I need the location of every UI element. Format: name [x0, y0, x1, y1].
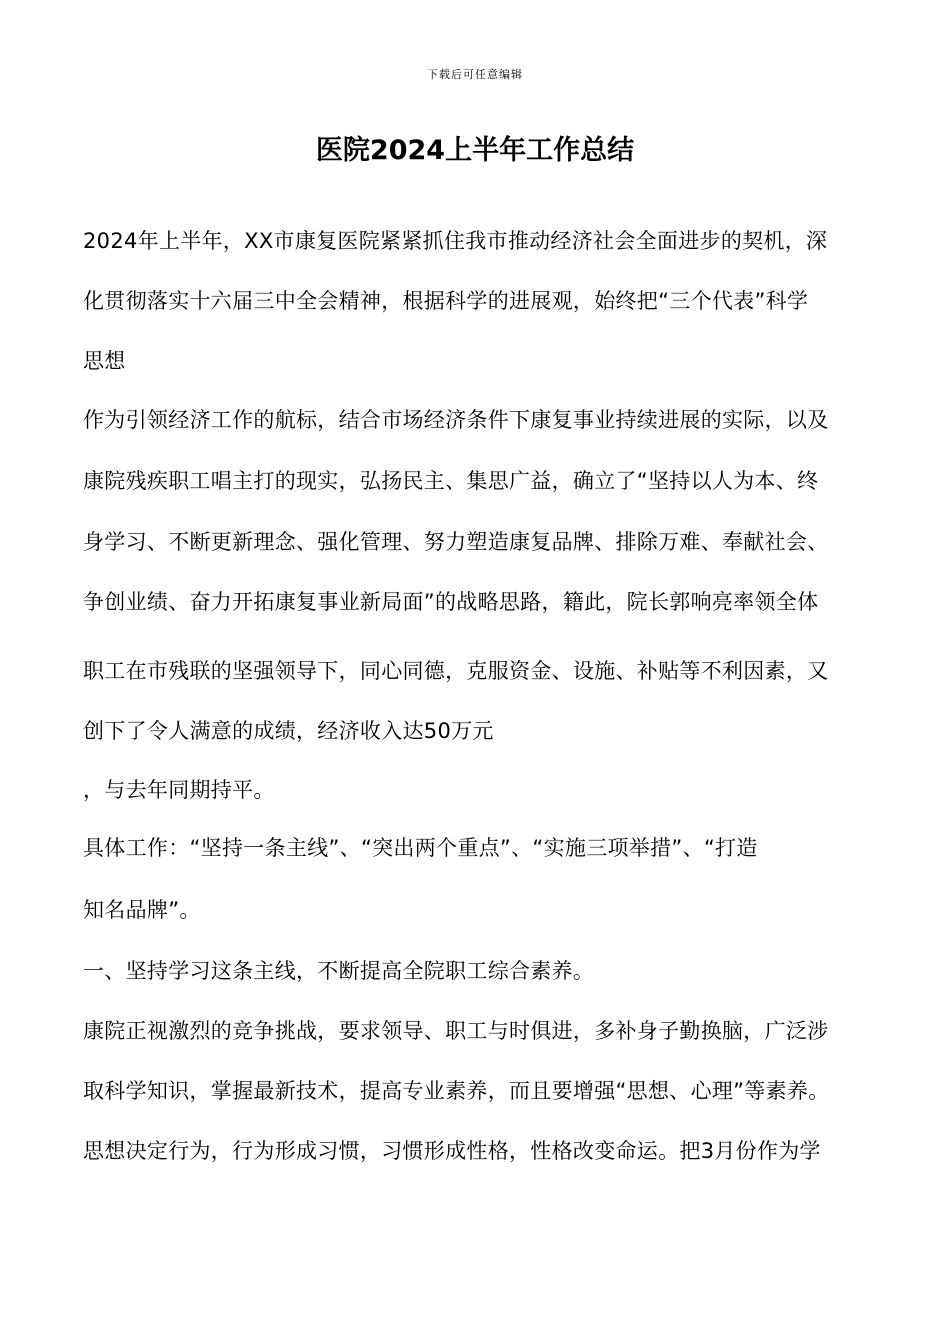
body-line: 争创业绩、奋力开拓康复事业新局面”的战略思路，籍此，院长郭响亮率领全体	[83, 590, 819, 614]
document-title: 医院2024上半年工作总结	[315, 135, 635, 166]
body-line: 知名品牌”。	[83, 898, 201, 922]
body-line: 具体工作：“坚持一条主线”、“突出两个重点”、“实施三项举措”、“打造	[83, 836, 758, 860]
body-line: 2024年上半年，XX市康复医院紧紧抓住我市推动经济社会全面进步的契机，深	[83, 229, 828, 253]
body-line: 思想决定行为，行为形成习惯，习惯形成性格，性格改变命运。把3月份作为学	[83, 1139, 821, 1163]
body-line: 取科学知识，掌握最新技术，提高专业素养，而且要增强“思想、心理”等素养。	[83, 1079, 830, 1103]
body-line: 创下了令人满意的成绩，经济收入达50万元	[83, 719, 494, 743]
section-heading: 一、坚持学习这条主线，不断提高全院职工综合素养。	[83, 959, 595, 983]
body-line: 康院残疾职工唱主打的现实，弘扬民主、集思广益，确立了“坚持以人为本、终	[83, 469, 819, 493]
header-note: 下载后可任意编辑	[427, 68, 523, 81]
body-line: 康院正视激烈的竞争挑战，要求领导、职工与时俱进，多补身子勤换脑，广泛涉	[83, 1019, 829, 1043]
body-line: 职工在市残联的坚强领导下，同心同德，克服资金、设施、补贴等不利因素，又	[83, 659, 829, 683]
body-line: 化贯彻落实十六届三中全会精神，根据科学的进展观，始终把“三个代表”科学	[83, 289, 809, 313]
body-line: ，与去年同期持平。	[83, 778, 275, 802]
body-line: 身学习、不断更新理念、强化管理、努力塑造康复品牌、排除万难、奉献社会、	[83, 530, 829, 554]
body-line: 思想	[83, 349, 126, 373]
body-line: 作为引领经济工作的航标，结合市场经济条件下康复事业持续进展的实际，以及	[83, 408, 829, 432]
